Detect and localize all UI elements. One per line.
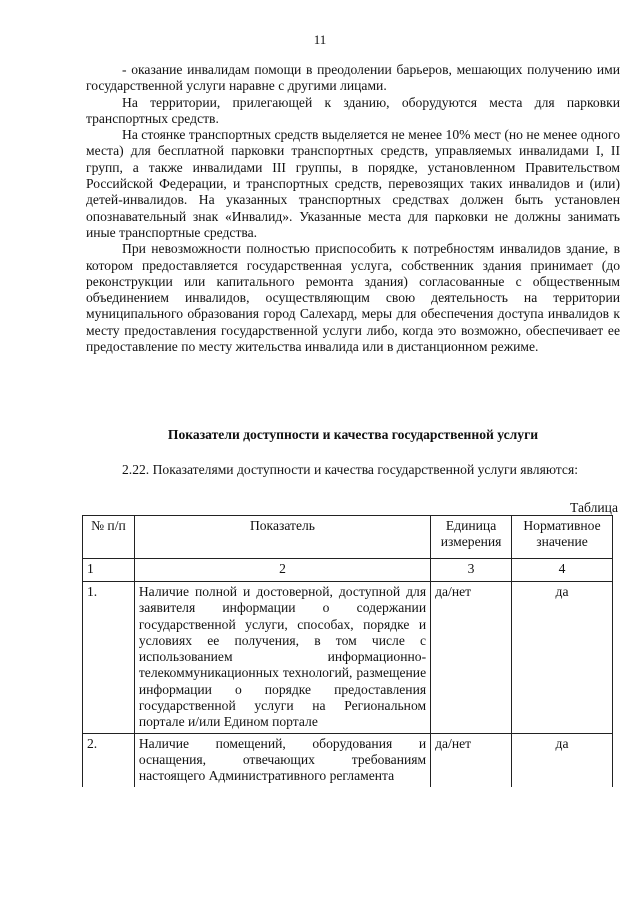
header-value: Нормативное значение — [512, 516, 613, 559]
table-row — [83, 733, 613, 786]
row-number: 2. — [83, 733, 135, 786]
paragraph: На территории, прилегающей к зданию, оборудуются места для парковки транспортных средств. — [86, 94, 620, 126]
paragraph: При невозможности полностью приспособить к потребностям инвалидов здание, в котором предоставляется государственная услуга, собственник здания принимает (до реконструкции или капитального ремонта здания) согласованные с общественным объединением инвалидов, осуществляющим свою деятельность на территории муниципального образования город Салехард, меры для обеспечения доступа инвалидов к месту предоставления государственной услуги либо, когда это возможно, обеспечивает ее предоставление по месту жительства инвалида или в дистанционном режиме. — [86, 241, 620, 355]
column-number: 1 — [83, 559, 135, 582]
header-indicator: Показатель — [134, 516, 430, 559]
column-number: 4 — [512, 559, 613, 582]
header-unit: Единица измерения — [431, 516, 512, 559]
row-unit: да/нет — [431, 582, 512, 734]
column-number: 2 — [134, 559, 430, 582]
table-caption: Таблица — [570, 500, 618, 515]
row-number: 1. — [83, 582, 135, 734]
indicators-table — [82, 515, 613, 787]
paragraph: - оказание инвалидам помощи в преодолении барьеров, мешающих получению ими государственной услуги наравне с другими лицами. — [86, 62, 620, 94]
section-heading: Показатели доступности и качества государственной услуги — [167, 427, 539, 442]
column-number: 3 — [431, 559, 512, 582]
row-value: да — [512, 733, 613, 786]
row-value: да — [512, 582, 613, 734]
row-indicator: Наличие помещений, оборудования и оснащения, отвечающих требованиям настоящего Административного регламента — [134, 733, 430, 786]
intro-paragraph: 2.22. Показателями доступности и качества государственной услуги являются: — [122, 462, 578, 477]
body-text — [86, 62, 620, 355]
row-indicator: Наличие полной и достоверной, доступной для заявителя информации о содержании государственной услуги, способах, порядке и условиях ее получения, в том числе с использованием информационно-телекоммуникационных технологий, размещение информации о порядке предоставления государственной услуги на Региональном портале и/или Едином портале — [134, 582, 430, 734]
table-header-row — [83, 516, 613, 559]
page-number: 11 — [313, 32, 327, 47]
header-number: № п/п — [83, 516, 135, 559]
table-row — [83, 582, 613, 734]
column-number-row — [83, 559, 613, 582]
row-unit: да/нет — [431, 733, 512, 786]
paragraph: На стоянке транспортных средств выделяется не менее 10% мест (но не менее одного места) для бесплатной парковки транспортных средств, управляемых инвалидами I, II групп, а также инвалидами III группы, в порядке, установленном Правительством Российской Федерации, и транспортных средств, перевозящих таких инвалидов и (или) детей-инвалидов. На указанных транспортных средствах должен быть установлен опознавательный знак «Инвалид». Указанные места для парковки не должны занимать иные транспортные средства. — [86, 127, 620, 240]
